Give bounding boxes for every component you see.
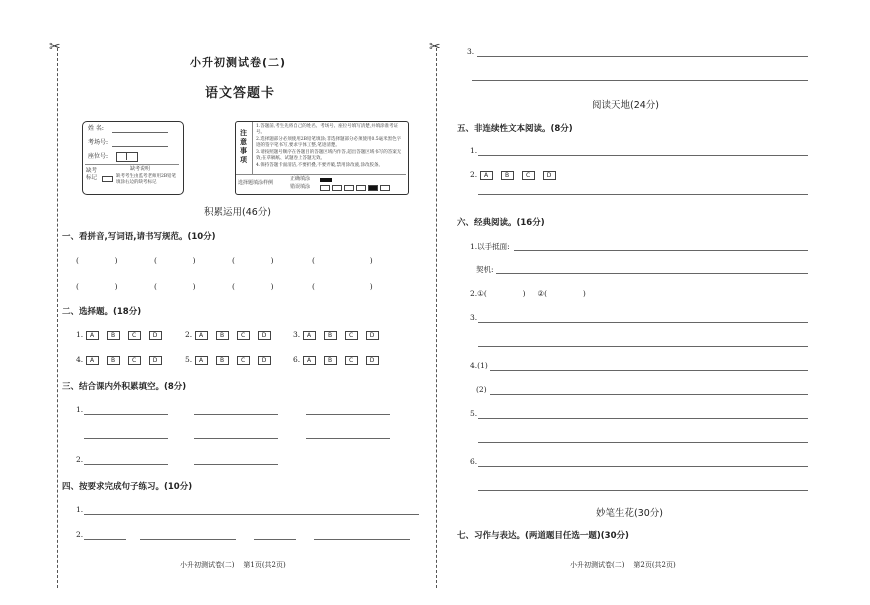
option-c[interactable]: C bbox=[522, 171, 535, 180]
wrong-label: 错误填涂 bbox=[290, 184, 311, 190]
option-a[interactable]: A bbox=[86, 356, 99, 365]
exam-no-field[interactable] bbox=[112, 146, 168, 147]
answer-line[interactable] bbox=[477, 56, 808, 57]
divider bbox=[85, 164, 179, 165]
choice-number: 3. bbox=[293, 330, 301, 339]
answer-line[interactable] bbox=[478, 346, 808, 347]
q6-item-3: 3. bbox=[470, 313, 478, 322]
option-b[interactable]: B bbox=[107, 356, 120, 365]
option-d[interactable]: D bbox=[258, 356, 271, 365]
answer-line[interactable] bbox=[306, 438, 390, 439]
question-6-title: 六、经典阅读。(16分) bbox=[457, 218, 545, 228]
option-b[interactable]: B bbox=[216, 356, 229, 365]
seat-no-label: 座位号: bbox=[88, 153, 109, 160]
answer-line[interactable] bbox=[478, 466, 808, 467]
answer-line[interactable] bbox=[478, 194, 808, 195]
notice-item-4: 4.保持答题卡面清洁,不要折叠,不要弄破,禁用涂改液,涂改胶条。 bbox=[256, 163, 384, 168]
answer-line[interactable] bbox=[314, 539, 410, 540]
option-b[interactable]: B bbox=[107, 331, 120, 340]
answer-line[interactable] bbox=[490, 394, 808, 395]
answer-line[interactable] bbox=[84, 464, 168, 465]
choice-number: 2. bbox=[470, 170, 478, 179]
answer-line[interactable] bbox=[478, 442, 808, 443]
answer-line[interactable] bbox=[84, 414, 168, 415]
answer-line[interactable] bbox=[194, 464, 278, 465]
option-d[interactable]: D bbox=[366, 356, 379, 365]
notice-item-1: 1.答题前,考生先将自己的姓名、考场号、座位号填写清楚,并填涂准考证号。 bbox=[256, 124, 399, 135]
answer-line[interactable] bbox=[140, 539, 236, 540]
answer-line[interactable] bbox=[478, 322, 808, 323]
q5-item-1: 1. bbox=[470, 146, 478, 155]
choice-number: 2. bbox=[185, 330, 193, 339]
option-c[interactable]: C bbox=[128, 356, 141, 365]
question-5-title: 五、非连续性文本阅读。(8分) bbox=[457, 124, 573, 134]
answer-line[interactable] bbox=[254, 539, 296, 540]
q3-item-1: 1. bbox=[76, 405, 84, 414]
correct-label: 正确填涂 bbox=[290, 176, 311, 182]
option-a[interactable]: A bbox=[303, 331, 316, 340]
page-2-footer: 小升初测试卷(二) 第2页(共2页) bbox=[570, 561, 676, 569]
q6-item-4-1: 4.(1) bbox=[470, 361, 488, 370]
pinyin-blank[interactable]: ( ) bbox=[232, 282, 274, 291]
answer-line[interactable] bbox=[496, 273, 808, 274]
option-a[interactable]: A bbox=[86, 331, 99, 340]
seat-no-box[interactable] bbox=[116, 152, 138, 162]
option-d[interactable]: D bbox=[149, 356, 162, 365]
pinyin-blank[interactable]: ( ) bbox=[154, 256, 196, 265]
answer-line[interactable] bbox=[490, 370, 808, 371]
answer-line[interactable] bbox=[514, 250, 808, 251]
q6-item-1a: 1.以手抵面: bbox=[470, 242, 510, 251]
choice-question[interactable] bbox=[76, 330, 170, 340]
option-d[interactable]: D bbox=[543, 171, 556, 180]
answer-card-title: 语文答题卡 bbox=[205, 86, 276, 101]
q6-item-1b: 契机: bbox=[476, 265, 494, 274]
item-3-label: 3. bbox=[467, 47, 475, 56]
q4-item-2: 2. bbox=[76, 530, 84, 539]
choice-number: 4. bbox=[76, 355, 84, 364]
option-c[interactable]: C bbox=[128, 331, 141, 340]
option-a[interactable]: A bbox=[195, 331, 208, 340]
question-7-title: 七、习作与表达。(两道题目任选一题)(30分) bbox=[457, 531, 629, 541]
q6-item-4-2: (2) bbox=[476, 385, 487, 394]
option-b[interactable]: B bbox=[324, 331, 337, 340]
choice-question[interactable] bbox=[293, 330, 387, 340]
choice-question[interactable] bbox=[293, 355, 387, 365]
question-2-title: 二、选择题。(18分) bbox=[62, 307, 142, 317]
choice-number: 6. bbox=[293, 355, 301, 364]
answer-line[interactable] bbox=[472, 80, 808, 81]
answer-line[interactable] bbox=[84, 539, 126, 540]
q6-item-2: 2.①( ) ②( ) bbox=[470, 289, 586, 298]
choice-question[interactable] bbox=[76, 355, 170, 365]
answer-line[interactable] bbox=[478, 155, 808, 156]
exam-title: 小升初测试卷(二) bbox=[190, 56, 287, 69]
sample-label: 选择题填涂样例 bbox=[238, 180, 274, 186]
pinyin-blank[interactable]: ( ) bbox=[312, 256, 373, 265]
cut-line-middle bbox=[436, 48, 437, 588]
option-b[interactable]: B bbox=[216, 331, 229, 340]
option-b[interactable]: B bbox=[501, 171, 514, 180]
wrong-fill-samples bbox=[320, 185, 390, 192]
option-a[interactable]: A bbox=[303, 356, 316, 365]
pinyin-blank[interactable]: ( ) bbox=[76, 256, 118, 265]
answer-line[interactable] bbox=[84, 438, 168, 439]
answer-line[interactable] bbox=[478, 490, 808, 491]
part-accumulation-title: 积累运用(46分) bbox=[204, 207, 272, 218]
q6-item-6: 6. bbox=[470, 457, 478, 466]
option-a[interactable]: A bbox=[480, 171, 493, 180]
option-b[interactable]: B bbox=[324, 356, 337, 365]
page-1-footer: 小升初测试卷(二) 第1页(共2页) bbox=[180, 561, 286, 569]
pinyin-blank[interactable]: ( ) bbox=[312, 282, 373, 291]
option-c[interactable]: C bbox=[237, 331, 250, 340]
choice-question[interactable] bbox=[185, 330, 279, 340]
option-a[interactable]: A bbox=[195, 356, 208, 365]
scissors-icon: ✂ bbox=[49, 39, 61, 55]
absent-mark-box[interactable] bbox=[102, 176, 113, 182]
question-1-title: 一、看拼音,写词语,请书写规范。(10分) bbox=[62, 232, 216, 242]
option-d[interactable]: D bbox=[366, 331, 379, 340]
name-label: 姓 名: bbox=[88, 125, 104, 132]
cut-line-left bbox=[57, 48, 58, 588]
option-c[interactable]: C bbox=[345, 356, 358, 365]
pinyin-blank[interactable]: ( ) bbox=[154, 282, 196, 291]
absent-note: 缺考考生由监考老师用2B铅笔填涂右边的缺考标记 bbox=[116, 174, 177, 185]
question-3-title: 三、结合课内外积累填空。(8分) bbox=[62, 382, 187, 392]
option-c[interactable]: C bbox=[237, 356, 250, 365]
q6-item-5: 5. bbox=[470, 409, 478, 418]
option-d[interactable]: D bbox=[258, 331, 271, 340]
answer-line[interactable] bbox=[194, 414, 278, 415]
pinyin-blank[interactable]: ( ) bbox=[232, 256, 274, 265]
scissors-icon: ✂ bbox=[429, 39, 441, 55]
answer-line[interactable] bbox=[478, 418, 808, 419]
choice-number: 1. bbox=[76, 330, 84, 339]
answer-line[interactable] bbox=[194, 438, 278, 439]
question-4-title: 四、按要求完成句子练习。(10分) bbox=[62, 482, 193, 492]
q3-item-2: 2. bbox=[76, 455, 84, 464]
answer-line[interactable] bbox=[306, 414, 390, 415]
option-d[interactable]: D bbox=[149, 331, 162, 340]
notice-bottom-divider bbox=[236, 174, 406, 175]
part-writing-title: 妙笔生花(30分) bbox=[596, 508, 664, 519]
choice-question[interactable] bbox=[470, 170, 564, 180]
seat-no-divider bbox=[126, 152, 127, 160]
part-reading-title: 阅读天地(24分) bbox=[592, 100, 660, 111]
notice-item-3: 3.请按照题号顺序在各题目的答题区域内作答,超出答题区域书写的答案无效;在草稿纸、试题卷上答题无效。 bbox=[256, 150, 402, 161]
notice-item-2: 2.选择题部分必须使用2B铅笔填涂;非选择题部分必须使用0.5毫米黑色字迹的签字笔书写,要求字体工整,笔迹清楚。 bbox=[256, 137, 402, 148]
option-c[interactable]: C bbox=[345, 331, 358, 340]
pinyin-blank[interactable]: ( ) bbox=[76, 282, 118, 291]
q4-item-1: 1. bbox=[76, 505, 84, 514]
notice-heading: 注意事项 bbox=[240, 129, 247, 164]
name-field[interactable] bbox=[112, 132, 168, 133]
answer-line[interactable] bbox=[84, 514, 419, 515]
choice-question[interactable] bbox=[185, 355, 279, 365]
absent-label: 缺考标记 bbox=[86, 168, 98, 181]
choice-number: 5. bbox=[185, 355, 193, 364]
absent-title: 缺考说明 bbox=[130, 166, 151, 172]
exam-no-label: 考场号: bbox=[88, 139, 109, 146]
correct-fill-sample bbox=[320, 178, 332, 182]
notice-divider bbox=[252, 122, 253, 174]
